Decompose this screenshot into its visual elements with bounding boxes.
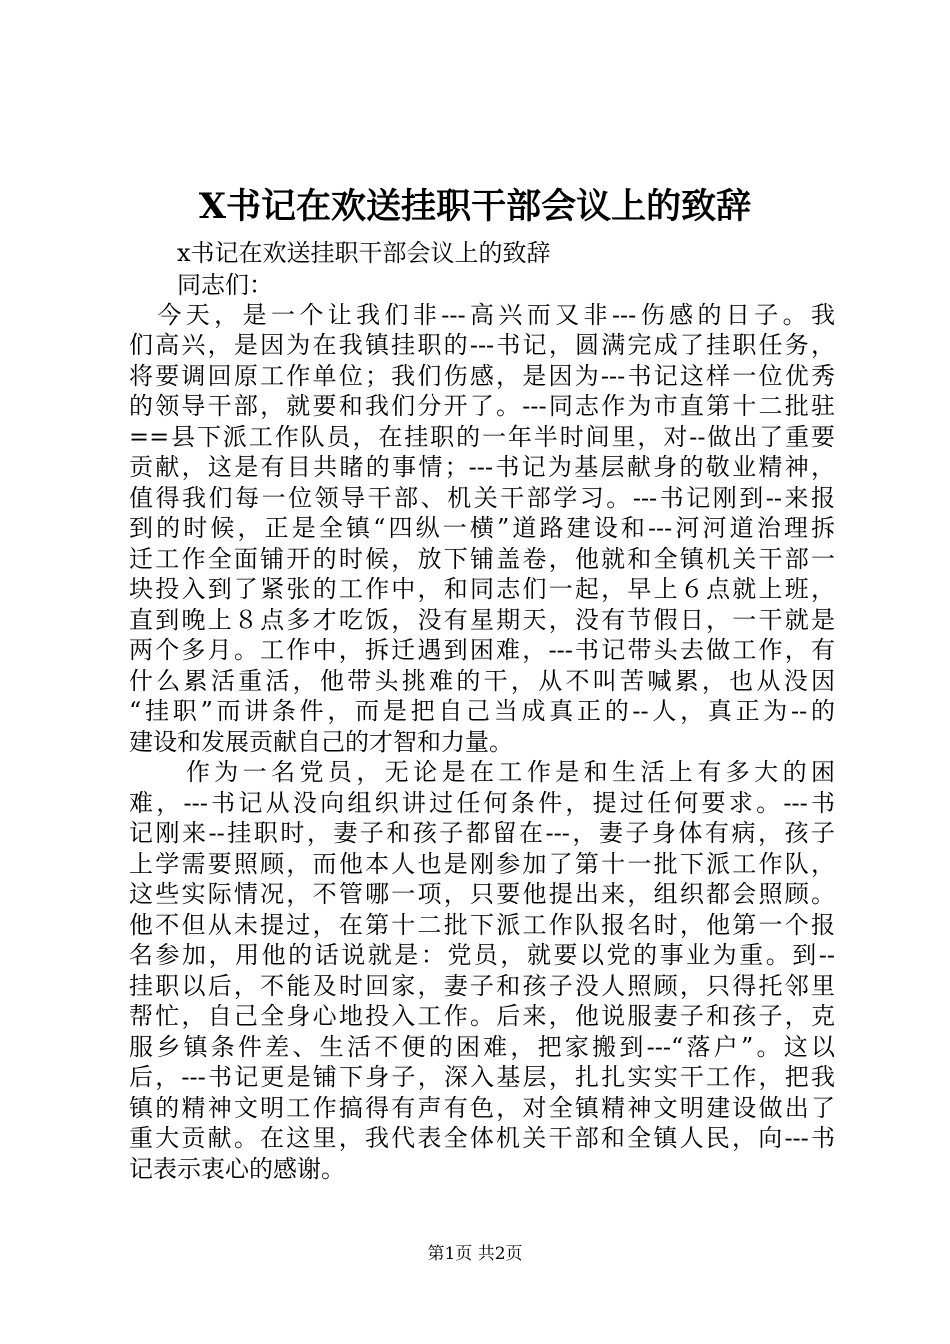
body-line: 贡献，这是有目共睹的事情；---书记为基层献身的敬业精神， bbox=[129, 453, 835, 481]
body-line: 记表示衷心的感谢。 bbox=[129, 1155, 345, 1183]
page-number-footer: 第1页 共2页 bbox=[427, 1244, 523, 1264]
body-line: 块投入到了紧张的工作中，和同志们一起，早上６点就上班， bbox=[129, 575, 835, 603]
body-line: 这些实际情况，不管哪一项，只要他提出来，组织都会照顾。 bbox=[129, 880, 835, 908]
greeting-line: 同志们： bbox=[177, 271, 273, 299]
body-line: 迁工作全面铺开的时候，放下铺盖卷，他就和全镇机关干部一 bbox=[129, 545, 835, 573]
body-line: 上学需要照顾，而他本人也是刚参加了第十一批下派工作队， bbox=[129, 850, 835, 878]
document-title: X书记在欢送挂职干部会议上的致辞 bbox=[198, 186, 752, 227]
document-subtitle: x书记在欢送挂职干部会议上的致辞 bbox=[177, 239, 551, 267]
body-line: 什么累活重活，他带头挑难的干，从不叫苦喊累，也从没因 bbox=[129, 667, 835, 695]
body-line: 作为一名党员，无论是在工作是和生活上有多大的困 bbox=[129, 758, 835, 786]
body-line: 名参加，用他的话说就是：党员，就要以党的事业为重。到-- bbox=[129, 941, 835, 969]
body-line: ==县下派工作队员，在挂职的一年半时间里，对--做出了重要 bbox=[129, 423, 835, 451]
body-line: 挂职以后，不能及时回家，妻子和孩子没人照顾，只得托邻里 bbox=[129, 972, 835, 1000]
body-line: 他不但从未提过，在第十二批下派工作队报名时，他第一个报 bbox=[129, 911, 835, 939]
body-line: 记刚来--挂职时，妻子和孩子都留在---，妻子身体有病，孩子 bbox=[129, 819, 835, 847]
body-line: 镇的精神文明工作搞得有声有色，对全镇精神文明建设做出了 bbox=[129, 1094, 835, 1122]
body-line: 将要调回原工作单位；我们伤感，是因为---书记这样一位优秀 bbox=[129, 362, 835, 390]
body-line: 的领导干部，就要和我们分开了。---同志作为市直第十二批驻 bbox=[129, 392, 835, 420]
body-line: 重大贡献。在这里，我代表全体机关干部和全镇人民，向---书 bbox=[129, 1124, 835, 1152]
body-line: 帮忙，自己全身心地投入工作。后来，他说服妻子和孩子，克 bbox=[129, 1002, 835, 1030]
body-line: 两个多月。工作中，拆迁遇到困难，---书记带头去做工作，有 bbox=[129, 636, 835, 664]
body-line: 到的时候，正是全镇“四纵一横”道路建设和---河河道治理拆 bbox=[129, 514, 835, 542]
body-line: 值得我们每一位领导干部、机关干部学习。---书记刚到--来报 bbox=[129, 484, 835, 512]
body-line: 难，---书记从没向组织讲过任何条件，提过任何要求。---书 bbox=[129, 789, 835, 817]
body-line: “挂职”而讲条件，而是把自己当成真正的--人，真正为--的 bbox=[129, 697, 835, 725]
body-line: 们高兴，是因为在我镇挂职的---书记，圆满完成了挂职任务， bbox=[129, 331, 835, 359]
body-line: 今天，是一个让我们非---高兴而又非---伤感的日子。我 bbox=[129, 301, 835, 329]
body-line: 服乡镇条件差、生活不便的困难，把家搬到---“落户”。这以 bbox=[129, 1033, 835, 1061]
body-line: 后，---书记更是铺下身子，深入基层，扎扎实实干工作，把我 bbox=[129, 1063, 835, 1091]
body-line: 直到晚上８点多才吃饭，没有星期天，没有节假日，一干就是 bbox=[129, 606, 835, 634]
body-line: 建设和发展贡献自己的才智和力量。 bbox=[129, 728, 513, 756]
